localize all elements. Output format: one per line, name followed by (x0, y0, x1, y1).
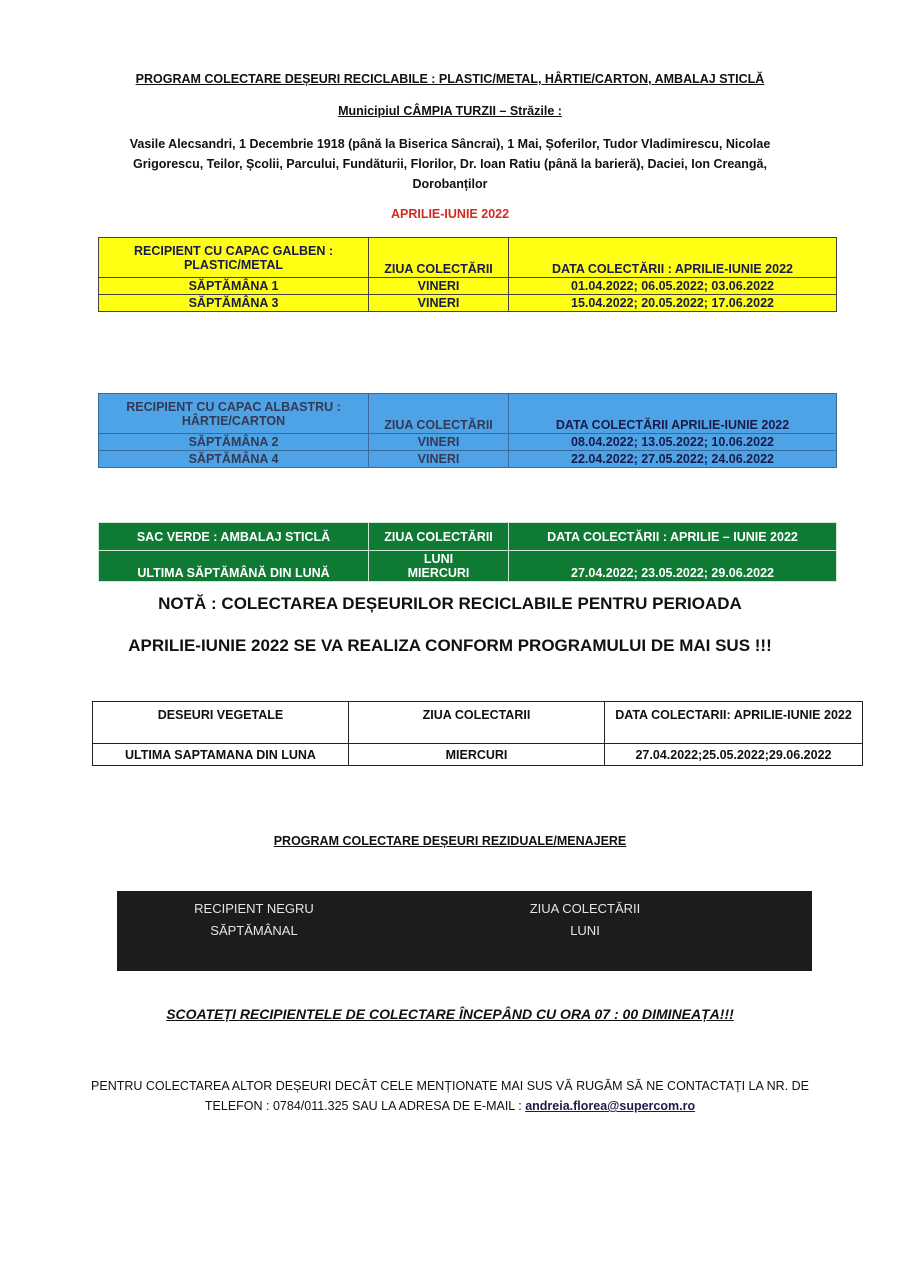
collection-date-header: DATA COLECTĂRII APRILIE-IUNIE 2022 (509, 394, 837, 434)
table-row (99, 434, 837, 451)
street-list: Vasile Alecsandri, 1 Decembrie 1918 (până la Biserica Sâncrai), 1 Mai, Șoferilor, Tudor Vladimirescu, Nicolae Grigorescu, Teilor, Școlii, Parcului, Fundăturii, Florilor, Dr. Ioan Ratiu (până la barieră), Daciei, Ion Creangă, Dorobanților (129, 137, 771, 191)
day-cell: MIERCURI (349, 744, 605, 766)
blue-bin-label (99, 394, 369, 434)
vegetal-waste-label: DESEURI VEGETALE (93, 702, 349, 744)
week-cell: ULTIMA SĂPTĂMÂNĂ DIN LUNĂ (99, 551, 369, 582)
note-line-1: NOTĂ : COLECTAREA DEȘEURILOR RECICLABILE PENTRU PERIOADA (158, 594, 742, 613)
black-bin-day (485, 898, 685, 942)
day-cell: VINERI (369, 278, 509, 295)
day-cell (369, 551, 509, 582)
vegetal-waste-schedule-table (92, 701, 863, 766)
table-header-row (93, 702, 863, 744)
blue-bin-schedule-table (98, 393, 837, 468)
day-cell: VINERI (369, 451, 509, 468)
note-line-2: APRILIE-IUNIE 2022 SE VA REALIZA CONFORM PROGRAMULUI DE MAI SUS !!! (128, 636, 772, 655)
dates-cell: 27.04.2022; 23.05.2022; 29.06.2022 (509, 551, 837, 582)
collection-day-header: ZIUA COLECTĂRII (529, 901, 641, 916)
dates-cell: 27.04.2022;25.05.2022;29.06.2022 (605, 744, 863, 766)
blue-bin-label-line2: HÂRTIE/CARTON (181, 413, 286, 428)
table-row (99, 451, 837, 468)
green-bag-schedule-table (98, 522, 837, 582)
period-label: APRILIE-IUNIE 2022 (390, 207, 510, 221)
contact-email-link[interactable]: andreia.florea@supercom.ro (525, 1099, 696, 1113)
collection-day-header: ZIUA COLECTARII (349, 702, 605, 744)
collection-day-header: ZIUA COLECTĂRII (369, 394, 509, 434)
green-bag-label: SAC VERDE : AMBALAJ STICLĂ (99, 523, 369, 551)
black-bin-schedule-box (117, 891, 812, 971)
day-line1: LUNI (423, 552, 454, 566)
dates-cell: 01.04.2022; 06.05.2022; 03.06.2022 (509, 278, 837, 295)
contact-text: PENTRU COLECTAREA ALTOR DEȘEURI DECÂT CELE MENȚIONATE MAI SUS VĂ RUGĂM SĂ NE CONTACTAȚI LA NR. DE TELEFON : 0784/011.325 SAU LA ADRESA DE E-MAIL : (91, 1079, 809, 1113)
collection-date-header: DATA COLECTĂRII : APRILIE – IUNIE 2022 (509, 523, 837, 551)
collection-day-value: LUNI (570, 923, 600, 938)
collection-date-header: DATA COLECTARII: APRILIE-IUNIE 2022 (605, 702, 863, 744)
yellow-bin-label-line2: PLASTIC/METAL (183, 257, 284, 272)
yellow-bin-label (99, 238, 369, 278)
week-cell: SĂPTĂMÂNA 4 (99, 451, 369, 468)
table-header-row (99, 394, 837, 434)
table-row (99, 278, 837, 295)
black-bin-label-line2: SĂPTĂMÂNAL (210, 923, 298, 938)
week-cell: SĂPTĂMÂNA 1 (99, 278, 369, 295)
yellow-bin-label-line1: RECIPIENT CU CAPAC GALBEN : (133, 243, 334, 258)
collection-date-header: DATA COLECTĂRII : APRILIE-IUNIE 2022 (509, 238, 837, 278)
residual-waste-title: PROGRAM COLECTARE DEȘEURI REZIDUALE/MENAJERE (273, 834, 627, 848)
dates-cell: 15.04.2022; 20.05.2022; 17.06.2022 (509, 295, 837, 312)
week-cell: ULTIMA SAPTAMANA DIN LUNA (93, 744, 349, 766)
table-row (93, 744, 863, 766)
warning-message: SCOATEȚI RECIPIENTELE DE COLECTARE ÎNCEPÂND CU ORA 07 : 00 DIMINEAȚA!!! (166, 1006, 734, 1022)
table-header-row (99, 523, 837, 551)
blue-bin-label-line1: RECIPIENT CU CAPAC ALBASTRU : (126, 399, 341, 414)
day-cell: VINERI (369, 434, 509, 451)
black-bin-label-line1: RECIPIENT NEGRU (194, 901, 314, 916)
table-row (99, 551, 837, 582)
dates-cell: 22.04.2022; 27.05.2022; 24.06.2022 (509, 451, 837, 468)
contact-paragraph (80, 1076, 820, 1116)
week-cell: SĂPTĂMÂNA 3 (99, 295, 369, 312)
table-row (99, 295, 837, 312)
table-header-row (99, 238, 837, 278)
document-title: PROGRAM COLECTARE DEȘEURI RECICLABILE : PLASTIC/METAL, HÂRTIE/CARTON, AMBALAJ STICLĂ (135, 72, 765, 86)
municipality-subtitle: Municipiul CÂMPIA TURZII – Străzile : (338, 104, 562, 118)
black-bin-label (154, 898, 354, 942)
dates-cell: 08.04.2022; 13.05.2022; 10.06.2022 (509, 434, 837, 451)
yellow-bin-schedule-table (98, 237, 837, 312)
collection-day-header: ZIUA COLECTĂRII (369, 523, 509, 551)
collection-day-header: ZIUA COLECTĂRII (369, 238, 509, 278)
day-line2: MIERCURI (407, 566, 470, 580)
day-cell: VINERI (369, 295, 509, 312)
week-cell: SĂPTĂMÂNA 2 (99, 434, 369, 451)
